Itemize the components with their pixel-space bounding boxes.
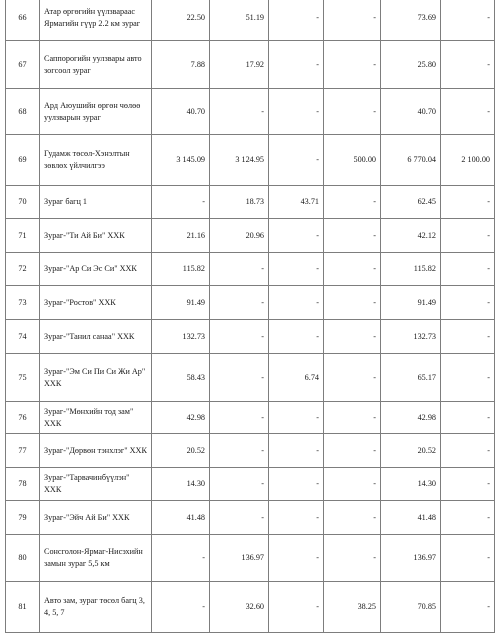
row-name: Зураг-"Танил санаа" ХХК: [40, 320, 152, 354]
cell-value: -: [441, 501, 495, 535]
cell-value: -: [441, 89, 495, 135]
cell-value: -: [324, 219, 381, 253]
cell-value: -: [441, 434, 495, 468]
cell-value: 6 770.04: [381, 135, 441, 186]
cell-value: -: [441, 582, 495, 633]
row-name: Зураг-"Мөнхийн тод зам" ХХК: [40, 402, 152, 434]
row-name: Атар өргөгийн үүлзвараас Ярмагийн гүүр 2.2 км зураг: [40, 0, 152, 41]
row-name: Гудамж төсөл-Хэнэлтын зөвлөх үйлчилгээ: [40, 135, 152, 186]
cell-value: 51.19: [210, 0, 269, 41]
cell-value: -: [324, 354, 381, 402]
cell-value: 136.97: [381, 535, 441, 582]
table-row: [6, 402, 495, 434]
cell-value: 91.49: [152, 286, 210, 320]
cell-value: 132.73: [381, 320, 441, 354]
cell-value: -: [441, 41, 495, 89]
cell-value: -: [324, 0, 381, 41]
table-row: [6, 135, 495, 186]
cell-value: 62.45: [381, 186, 441, 219]
cell-value: -: [152, 535, 210, 582]
cell-value: -: [269, 89, 324, 135]
cell-value: 42.98: [381, 402, 441, 434]
cell-value: -: [269, 582, 324, 633]
cell-value: -: [269, 320, 324, 354]
cell-value: -: [324, 253, 381, 286]
row-name: Зураг-"Ти Ай Би" ХХК: [40, 219, 152, 253]
row-name: Сонсголон-Ярмаг-Нисэхийн замын зураг 5,5 км: [40, 535, 152, 582]
row-number: 79: [6, 501, 40, 535]
cell-value: -: [441, 186, 495, 219]
cell-value: -: [441, 219, 495, 253]
cell-value: -: [269, 286, 324, 320]
table-row: [6, 41, 495, 89]
cell-value: -: [269, 41, 324, 89]
row-number: 78: [6, 468, 40, 501]
cell-value: 3 145.09: [152, 135, 210, 186]
table-row: [6, 535, 495, 582]
cell-value: 20.52: [152, 434, 210, 468]
cell-value: -: [441, 402, 495, 434]
table-row: [6, 0, 495, 41]
row-name: Зураг-"Ар Си Эс Си" ХХК: [40, 253, 152, 286]
cell-value: -: [441, 354, 495, 402]
row-name: Зураг-"Тарвачинбүүлэн" ХХК: [40, 468, 152, 501]
row-number: 71: [6, 219, 40, 253]
cell-value: 20.52: [381, 434, 441, 468]
cell-value: -: [152, 186, 210, 219]
row-number: 76: [6, 402, 40, 434]
row-number: 67: [6, 41, 40, 89]
row-number: 73: [6, 286, 40, 320]
cell-value: 41.48: [152, 501, 210, 535]
table-row: [6, 219, 495, 253]
cell-value: -: [324, 434, 381, 468]
table-row: [6, 186, 495, 219]
row-number: 77: [6, 434, 40, 468]
table-row: [6, 468, 495, 501]
cell-value: -: [210, 320, 269, 354]
row-number: 70: [6, 186, 40, 219]
cell-value: -: [210, 354, 269, 402]
cell-value: -: [210, 434, 269, 468]
cell-value: -: [324, 41, 381, 89]
cell-value: 14.30: [381, 468, 441, 501]
row-number: 72: [6, 253, 40, 286]
cell-value: -: [324, 535, 381, 582]
cell-value: 42.98: [152, 402, 210, 434]
budget-table: [5, 0, 495, 633]
cell-value: -: [441, 253, 495, 286]
cell-value: 38.25: [324, 582, 381, 633]
cell-value: 42.12: [381, 219, 441, 253]
cell-value: 3 124.95: [210, 135, 269, 186]
cell-value: 18.73: [210, 186, 269, 219]
cell-value: -: [210, 402, 269, 434]
row-name: Зураг багц 1: [40, 186, 152, 219]
cell-value: -: [441, 0, 495, 41]
row-number: 75: [6, 354, 40, 402]
cell-value: -: [324, 320, 381, 354]
table-row: [6, 354, 495, 402]
row-name: Саппорогийн уулзвары авто зогсоол зураг: [40, 41, 152, 89]
cell-value: -: [210, 286, 269, 320]
cell-value: 136.97: [210, 535, 269, 582]
row-name: Зураг-"Дөрвөн тэнхлэг" ХХК: [40, 434, 152, 468]
cell-value: -: [269, 535, 324, 582]
cell-value: 40.70: [381, 89, 441, 135]
cell-value: -: [269, 135, 324, 186]
cell-value: -: [324, 402, 381, 434]
cell-value: 6.74: [269, 354, 324, 402]
cell-value: 17.92: [210, 41, 269, 89]
cell-value: -: [210, 468, 269, 501]
cell-value: 20.96: [210, 219, 269, 253]
table-row: [6, 434, 495, 468]
cell-value: 41.48: [381, 501, 441, 535]
cell-value: -: [269, 434, 324, 468]
table-row: [6, 501, 495, 535]
table-row: [6, 89, 495, 135]
row-name: Ард Аюушийн өргөн чөлөө уулзварын зураг: [40, 89, 152, 135]
cell-value: -: [324, 468, 381, 501]
cell-value: -: [441, 468, 495, 501]
cell-value: -: [324, 286, 381, 320]
cell-value: -: [269, 501, 324, 535]
cell-value: 500.00: [324, 135, 381, 186]
row-number: 69: [6, 135, 40, 186]
cell-value: 132.73: [152, 320, 210, 354]
cell-value: -: [269, 468, 324, 501]
cell-value: 14.30: [152, 468, 210, 501]
table-row: [6, 320, 495, 354]
row-name: Зураг-"Эм Си Пи Си Жи Ар" ХХК: [40, 354, 152, 402]
cell-value: 2 100.00: [441, 135, 495, 186]
cell-value: 43.71: [269, 186, 324, 219]
cell-value: 21.16: [152, 219, 210, 253]
cell-value: -: [210, 89, 269, 135]
cell-value: 73.69: [381, 0, 441, 41]
cell-value: 32.60: [210, 582, 269, 633]
cell-value: 58.43: [152, 354, 210, 402]
row-number: 74: [6, 320, 40, 354]
table-row: [6, 286, 495, 320]
cell-value: -: [441, 286, 495, 320]
cell-value: 65.17: [381, 354, 441, 402]
cell-value: -: [269, 0, 324, 41]
cell-value: -: [441, 535, 495, 582]
cell-value: -: [324, 501, 381, 535]
table-row: [6, 253, 495, 286]
cell-value: -: [441, 320, 495, 354]
cell-value: -: [324, 186, 381, 219]
cell-value: 25.80: [381, 41, 441, 89]
cell-value: -: [269, 219, 324, 253]
cell-value: 40.70: [152, 89, 210, 135]
row-name: Зураг-"Ростов" ХХК: [40, 286, 152, 320]
cell-value: -: [269, 253, 324, 286]
cell-value: 115.82: [152, 253, 210, 286]
row-number: 66: [6, 0, 40, 41]
cell-value: 91.49: [381, 286, 441, 320]
cell-value: -: [324, 89, 381, 135]
table-row: [6, 582, 495, 633]
cell-value: 22.50: [152, 0, 210, 41]
row-name: Авто зам, зураг төсөл багц 3, 4, 5, 7: [40, 582, 152, 633]
cell-value: 70.85: [381, 582, 441, 633]
cell-value: -: [269, 402, 324, 434]
cell-value: -: [210, 501, 269, 535]
cell-value: -: [152, 582, 210, 633]
cell-value: 7.88: [152, 41, 210, 89]
row-number: 68: [6, 89, 40, 135]
row-number: 81: [6, 582, 40, 633]
cell-value: -: [210, 253, 269, 286]
cell-value: 115.82: [381, 253, 441, 286]
row-number: 80: [6, 535, 40, 582]
row-name: Зураг-"Эйч Ай Би" ХХК: [40, 501, 152, 535]
